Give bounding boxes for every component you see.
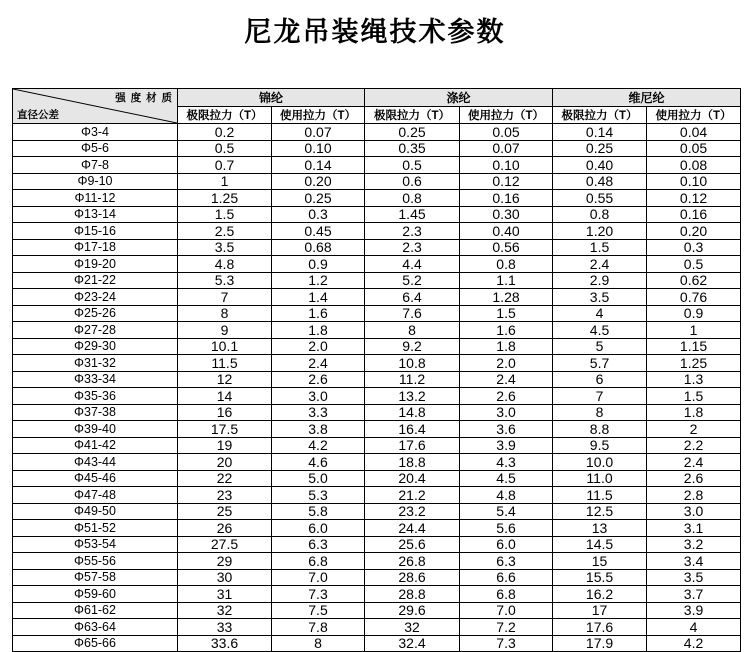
value-cell: 6.3: [460, 553, 553, 570]
table-row: [13, 239, 741, 256]
value-cell: 10.1: [178, 338, 272, 355]
diameter-cell: Φ21-22: [13, 272, 178, 289]
value-cell: 2.6: [460, 388, 553, 405]
value-cell: 1.25: [647, 355, 741, 372]
table-row: [13, 190, 741, 207]
value-cell: 8.8: [553, 421, 647, 438]
corner-bottom-label: 直径公差: [17, 109, 59, 121]
table-row: [13, 619, 741, 636]
table-row: [13, 371, 741, 388]
value-cell: 7: [178, 289, 272, 306]
diameter-cell: Φ65-66: [13, 635, 178, 652]
value-cell: 5.6: [460, 520, 553, 537]
value-cell: 6.0: [460, 536, 553, 553]
value-cell: 32: [365, 619, 460, 636]
value-cell: 3.3: [272, 404, 365, 421]
value-cell: 0.16: [460, 190, 553, 207]
value-cell: 24.4: [365, 520, 460, 537]
diameter-cell: Φ45-46: [13, 470, 178, 487]
value-cell: 3.5: [647, 569, 741, 586]
value-cell: 7.5: [272, 602, 365, 619]
value-cell: 0.5: [365, 157, 460, 174]
value-cell: 27.5: [178, 536, 272, 553]
value-cell: 16.2: [553, 586, 647, 603]
value-cell: 0.12: [647, 190, 741, 207]
diameter-cell: Φ5-6: [13, 140, 178, 157]
value-cell: 8: [178, 305, 272, 322]
value-cell: 11.2: [365, 371, 460, 388]
value-cell: 0.40: [553, 157, 647, 174]
value-cell: 2.6: [272, 371, 365, 388]
table-row: [13, 536, 741, 553]
table-row: [13, 602, 741, 619]
value-cell: 29.6: [365, 602, 460, 619]
value-cell: 3.2: [647, 536, 741, 553]
value-cell: 7.8: [272, 619, 365, 636]
value-cell: 6.6: [460, 569, 553, 586]
value-cell: 3.0: [460, 404, 553, 421]
value-cell: 3.8: [272, 421, 365, 438]
value-cell: 28.6: [365, 569, 460, 586]
value-cell: 3.9: [647, 602, 741, 619]
diameter-cell: Φ3-4: [13, 124, 178, 141]
value-cell: 0.6: [365, 173, 460, 190]
value-cell: 10.8: [365, 355, 460, 372]
value-cell: 1.8: [460, 338, 553, 355]
value-cell: 3.1: [647, 520, 741, 537]
value-cell: 3.7: [647, 586, 741, 603]
value-cell: 18.8: [365, 454, 460, 471]
value-cell: 8: [365, 322, 460, 339]
value-cell: 11.5: [553, 487, 647, 504]
table-row: [13, 470, 741, 487]
diameter-cell: Φ51-52: [13, 520, 178, 537]
diameter-cell: Φ41-42: [13, 437, 178, 454]
diameter-cell: Φ61-62: [13, 602, 178, 619]
value-cell: 0.10: [647, 173, 741, 190]
value-cell: 0.5: [647, 256, 741, 273]
table-row: [13, 586, 741, 603]
value-cell: 4: [553, 305, 647, 322]
value-cell: 4.3: [460, 454, 553, 471]
value-cell: 2.4: [647, 454, 741, 471]
value-cell: 5.2: [365, 272, 460, 289]
value-cell: 1: [178, 173, 272, 190]
diameter-cell: Φ25-26: [13, 305, 178, 322]
column-header: 极限拉力（T）: [553, 107, 647, 124]
value-cell: 5.7: [553, 355, 647, 372]
value-cell: 29: [178, 553, 272, 570]
value-cell: 4.8: [178, 256, 272, 273]
table-row: [13, 635, 741, 652]
table-row: [13, 322, 741, 339]
value-cell: 0.08: [647, 157, 741, 174]
column-header: 使用拉力（T）: [272, 107, 365, 124]
table-row: [13, 289, 741, 306]
value-cell: 17.5: [178, 421, 272, 438]
diameter-cell: Φ57-58: [13, 569, 178, 586]
value-cell: 7.0: [272, 569, 365, 586]
value-cell: 14: [178, 388, 272, 405]
value-cell: 1.3: [647, 371, 741, 388]
value-cell: 0.2: [178, 124, 272, 141]
value-cell: 20: [178, 454, 272, 471]
diameter-cell: Φ59-60: [13, 586, 178, 603]
diameter-cell: Φ53-54: [13, 536, 178, 553]
diameter-cell: Φ9-10: [13, 173, 178, 190]
value-cell: 1.28: [460, 289, 553, 306]
table-row: [13, 206, 741, 223]
table-row: [13, 437, 741, 454]
value-cell: 0.3: [647, 239, 741, 256]
value-cell: 33.6: [178, 635, 272, 652]
value-cell: 17.9: [553, 635, 647, 652]
diameter-cell: Φ31-32: [13, 355, 178, 372]
table-row: [13, 173, 741, 190]
value-cell: 7.2: [460, 619, 553, 636]
table-row: [13, 272, 741, 289]
value-cell: 15.5: [553, 569, 647, 586]
column-header: 使用拉力（T）: [460, 107, 553, 124]
value-cell: 6.3: [272, 536, 365, 553]
diameter-cell: Φ37-38: [13, 404, 178, 421]
value-cell: 3.9: [460, 437, 553, 454]
column-header: 极限拉力（T）: [178, 107, 272, 124]
diameter-cell: Φ19-20: [13, 256, 178, 273]
value-cell: 6: [553, 371, 647, 388]
value-cell: 23: [178, 487, 272, 504]
diameter-cell: Φ63-64: [13, 619, 178, 636]
table-row: [13, 388, 741, 405]
value-cell: 0.8: [365, 190, 460, 207]
value-cell: 5.8: [272, 503, 365, 520]
diameter-cell: Φ33-34: [13, 371, 178, 388]
value-cell: 28.8: [365, 586, 460, 603]
value-cell: 31: [178, 586, 272, 603]
value-cell: 3.4: [647, 553, 741, 570]
value-cell: 5.3: [272, 487, 365, 504]
value-cell: 2.8: [647, 487, 741, 504]
value-cell: 0.20: [647, 223, 741, 240]
value-cell: 0.25: [553, 140, 647, 157]
diameter-cell: Φ27-28: [13, 322, 178, 339]
value-cell: 1.8: [647, 404, 741, 421]
diameter-cell: Φ11-12: [13, 190, 178, 207]
value-cell: 15: [553, 553, 647, 570]
value-cell: 4.5: [553, 322, 647, 339]
value-cell: 2.4: [272, 355, 365, 372]
value-cell: 11.5: [178, 355, 272, 372]
value-cell: 14.8: [365, 404, 460, 421]
value-cell: 2.6: [647, 470, 741, 487]
diameter-cell: Φ17-18: [13, 239, 178, 256]
value-cell: 17.6: [553, 619, 647, 636]
value-cell: 4.2: [272, 437, 365, 454]
value-cell: 0.25: [365, 124, 460, 141]
value-cell: 8: [272, 635, 365, 652]
value-cell: 9.5: [553, 437, 647, 454]
value-cell: 3.0: [272, 388, 365, 405]
table-row: [13, 355, 741, 372]
table-body: [13, 124, 741, 652]
value-cell: 2.5: [178, 223, 272, 240]
table-row: [13, 454, 741, 471]
value-cell: 0.25: [272, 190, 365, 207]
value-cell: 13.2: [365, 388, 460, 405]
value-cell: 0.30: [460, 206, 553, 223]
value-cell: 3.5: [553, 289, 647, 306]
value-cell: 1.5: [553, 239, 647, 256]
value-cell: 21.2: [365, 487, 460, 504]
table-row: [13, 404, 741, 421]
value-cell: 0.76: [647, 289, 741, 306]
value-cell: 1.20: [553, 223, 647, 240]
value-cell: 6.4: [365, 289, 460, 306]
value-cell: 0.05: [460, 124, 553, 141]
corner-top-label: 强 度 材 质: [115, 92, 173, 104]
diameter-cell: Φ49-50: [13, 503, 178, 520]
value-cell: 10.0: [553, 454, 647, 471]
value-cell: 2.9: [553, 272, 647, 289]
material-header: 维尼纶: [553, 89, 741, 107]
value-cell: 0.10: [460, 157, 553, 174]
value-cell: 1.25: [178, 190, 272, 207]
value-cell: 0.55: [553, 190, 647, 207]
value-cell: 0.07: [272, 124, 365, 141]
value-cell: 0.12: [460, 173, 553, 190]
value-cell: 2.3: [365, 223, 460, 240]
diameter-cell: Φ29-30: [13, 338, 178, 355]
value-cell: 19: [178, 437, 272, 454]
value-cell: 0.14: [553, 124, 647, 141]
table-row: [13, 553, 741, 570]
value-cell: 0.48: [553, 173, 647, 190]
value-cell: 3.6: [460, 421, 553, 438]
value-cell: 1.5: [647, 388, 741, 405]
value-cell: 0.9: [272, 256, 365, 273]
value-cell: 33: [178, 619, 272, 636]
value-cell: 14.5: [553, 536, 647, 553]
value-cell: 7.3: [272, 586, 365, 603]
value-cell: 32: [178, 602, 272, 619]
value-cell: 1.15: [647, 338, 741, 355]
value-cell: 30: [178, 569, 272, 586]
value-cell: 2.3: [365, 239, 460, 256]
table-row: [13, 487, 741, 504]
corner-header: [13, 89, 178, 124]
value-cell: 16: [178, 404, 272, 421]
value-cell: 0.45: [272, 223, 365, 240]
value-cell: 0.56: [460, 239, 553, 256]
table-row: [13, 256, 741, 273]
value-cell: 3.0: [647, 503, 741, 520]
value-cell: 0.8: [553, 206, 647, 223]
value-cell: 0.16: [647, 206, 741, 223]
value-cell: 25.6: [365, 536, 460, 553]
value-cell: 2.0: [460, 355, 553, 372]
value-cell: 9.2: [365, 338, 460, 355]
diameter-cell: Φ55-56: [13, 553, 178, 570]
value-cell: 3.5: [178, 239, 272, 256]
diameter-cell: Φ47-48: [13, 487, 178, 504]
value-cell: 0.35: [365, 140, 460, 157]
value-cell: 9: [178, 322, 272, 339]
value-cell: 0.40: [460, 223, 553, 240]
material-header: 锦纶: [178, 89, 365, 107]
value-cell: 1.5: [460, 305, 553, 322]
value-cell: 20.4: [365, 470, 460, 487]
table-row: [13, 124, 741, 141]
table-row: [13, 503, 741, 520]
value-cell: 26: [178, 520, 272, 537]
value-cell: 2.4: [553, 256, 647, 273]
value-cell: 1.5: [178, 206, 272, 223]
value-cell: 11.0: [553, 470, 647, 487]
value-cell: 25: [178, 503, 272, 520]
diameter-cell: Φ35-36: [13, 388, 178, 405]
value-cell: 0.07: [460, 140, 553, 157]
value-cell: 2: [647, 421, 741, 438]
value-cell: 0.7: [178, 157, 272, 174]
value-cell: 1.6: [272, 305, 365, 322]
value-cell: 0.8: [460, 256, 553, 273]
value-cell: 7.6: [365, 305, 460, 322]
value-cell: 0.9: [647, 305, 741, 322]
table-row: [13, 223, 741, 240]
value-cell: 5.3: [178, 272, 272, 289]
value-cell: 4.4: [365, 256, 460, 273]
value-cell: 32.4: [365, 635, 460, 652]
diameter-cell: Φ43-44: [13, 454, 178, 471]
value-cell: 1.1: [460, 272, 553, 289]
value-cell: 0.05: [647, 140, 741, 157]
value-cell: 23.2: [365, 503, 460, 520]
value-cell: 1.8: [272, 322, 365, 339]
table-row: [13, 140, 741, 157]
value-cell: 5: [553, 338, 647, 355]
value-cell: 7.3: [460, 635, 553, 652]
value-cell: 22: [178, 470, 272, 487]
spec-table: [12, 88, 741, 652]
value-cell: 1.45: [365, 206, 460, 223]
value-cell: 0.3: [272, 206, 365, 223]
value-cell: 17: [553, 602, 647, 619]
value-cell: 0.5: [178, 140, 272, 157]
value-cell: 1: [647, 322, 741, 339]
table-row: [13, 305, 741, 322]
diameter-cell: Φ15-16: [13, 223, 178, 240]
page-title: 尼龙吊装绳技术参数: [244, 17, 506, 48]
value-cell: 6.0: [272, 520, 365, 537]
value-cell: 4.2: [647, 635, 741, 652]
diameter-cell: Φ7-8: [13, 157, 178, 174]
value-cell: 16.4: [365, 421, 460, 438]
value-cell: 4: [647, 619, 741, 636]
value-cell: 4.5: [460, 470, 553, 487]
value-cell: 7.0: [460, 602, 553, 619]
value-cell: 4.8: [460, 487, 553, 504]
diameter-cell: Φ23-24: [13, 289, 178, 306]
value-cell: 2.2: [647, 437, 741, 454]
value-cell: 0.68: [272, 239, 365, 256]
value-cell: 17.6: [365, 437, 460, 454]
value-cell: 2.4: [460, 371, 553, 388]
value-cell: 13: [553, 520, 647, 537]
table-row: [13, 157, 741, 174]
value-cell: 2.0: [272, 338, 365, 355]
value-cell: 12: [178, 371, 272, 388]
diameter-cell: Φ13-14: [13, 206, 178, 223]
value-cell: 7: [553, 388, 647, 405]
value-cell: 26.8: [365, 553, 460, 570]
value-cell: 4.6: [272, 454, 365, 471]
column-header: 极限拉力（T）: [365, 107, 460, 124]
value-cell: 5.4: [460, 503, 553, 520]
value-cell: 0.62: [647, 272, 741, 289]
value-cell: 6.8: [272, 553, 365, 570]
value-cell: 6.8: [460, 586, 553, 603]
value-cell: 0.10: [272, 140, 365, 157]
value-cell: 5.0: [272, 470, 365, 487]
value-cell: 0.20: [272, 173, 365, 190]
table-row: [13, 421, 741, 438]
value-cell: 1.4: [272, 289, 365, 306]
diameter-cell: Φ39-40: [13, 421, 178, 438]
value-cell: 0.04: [647, 124, 741, 141]
material-header: 涤纶: [365, 89, 553, 107]
value-cell: 0.14: [272, 157, 365, 174]
value-cell: 1.6: [460, 322, 553, 339]
table-row: [13, 569, 741, 586]
value-cell: 8: [553, 404, 647, 421]
table-row: [13, 338, 741, 355]
value-cell: 12.5: [553, 503, 647, 520]
column-header: 使用拉力（T）: [647, 107, 741, 124]
value-cell: 1.2: [272, 272, 365, 289]
material-header-row: [13, 89, 741, 107]
table-row: [13, 520, 741, 537]
